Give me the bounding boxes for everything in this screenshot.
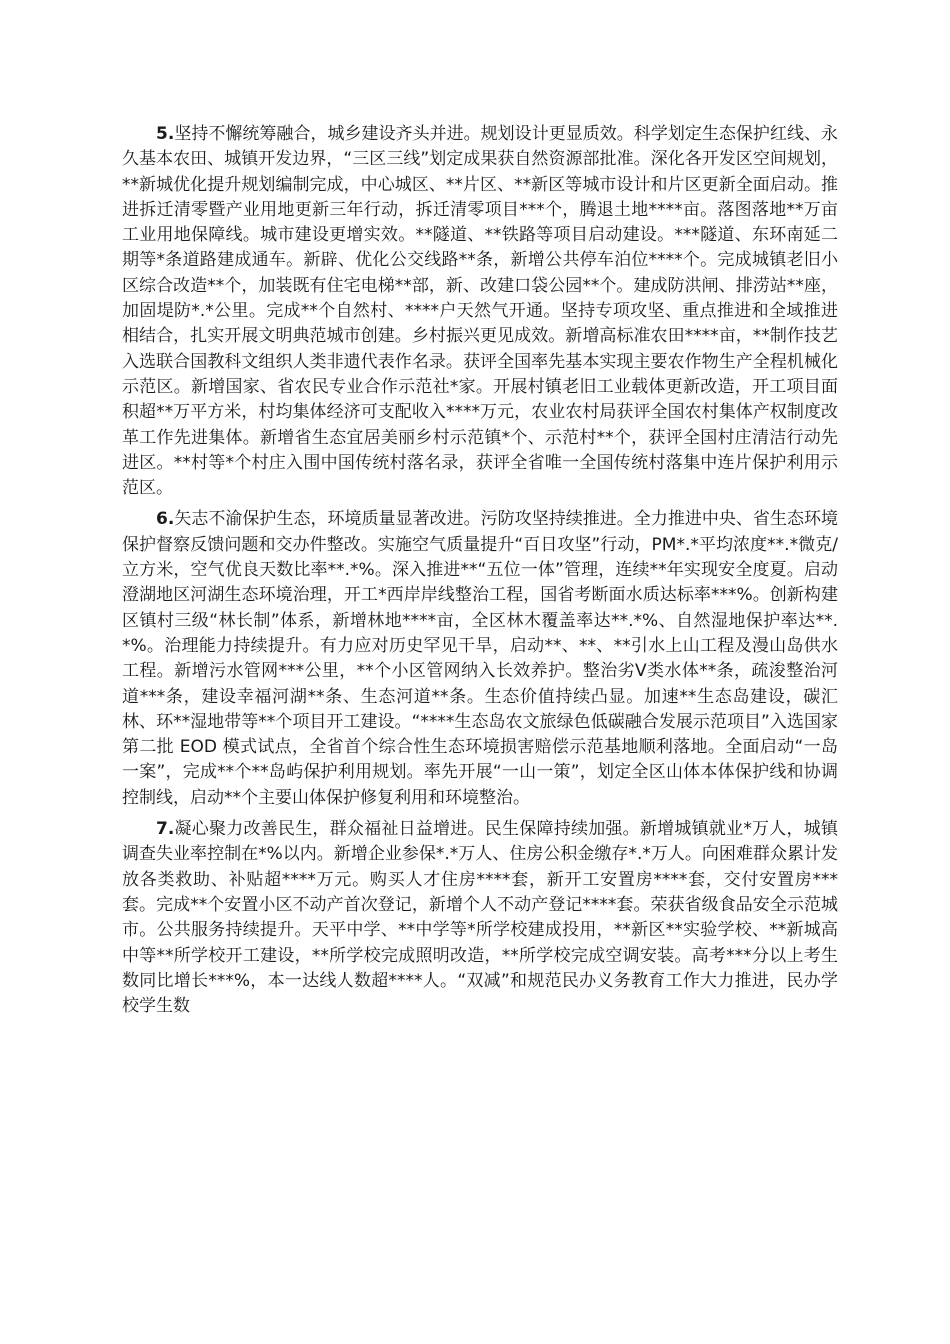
document-page (122, 122, 838, 1025)
paragraph-text: 矢志不渝保护生态，环境质量显著改进。污防攻坚持续推进。全力推进中央、省生态环境保护督察反馈问题和交办件整改。实施空气质量提升“百日攻坚”行动，PM*.*平均浓度**.*微克/立方米，空气优良天数比率**.*%。深入推进**“五位一体”管理，连续**年实现安全度夏。启动澄湖地区河湖生态环境治理，开工*西岸岸线整治工程，国省考断面水质达标率***%。创新构建区镇村三级“林长制”体系，新增林地****亩，全区林木覆盖率达**.*%、自然湿地保护率达**.*%。治理能力持续提升。有力应对历史罕见干旱，启动**、**、**引水上山工程及漫山岛供水工程。新增污水管网***公里，**个小区管网纳入长效养护。整治劣V类水体**条，疏浚整治河道***条，建设幸福河湖**条、生态河道**条。生态价值持续凸显。加速**生态岛建设，碳汇林、环**湿地带等**个项目开工建设。“****生态岛农文旅绿色低碳融合发展示范项目”入选国家第二批 EOD 模式试点，全省首个综合性生态环境损害赔偿示范基地顺利落地。全面启动“一岛一案”，完成**个**岛屿保护利用规划。率先开展“一山一策”，划定全区山体本体保护线和协调控制线，启动**个主要山体保护修复利用和环境整治。 (122, 509, 838, 808)
paragraph-number: 5. (156, 124, 175, 144)
paragraph-6 (122, 507, 838, 811)
paragraph-text: 坚持不懈统筹融合，城乡建设齐头并进。规划设计更显质效。科学划定生态保护红线、永久基本农田、城镇开发边界，“三区三线”划定成果获自然资源部批准。深化各开发区空间规划，**新城优化提升规划编制完成，中心城区、**片区、**新区等城市设计和片区更新全面启动。推进拆迁清零暨产业用地更新三年行动，拆迁清零项目***个，腾退土地****亩。落图落地**万亩工业用地保障线。城市建设更增实效。**隧道、**铁路等项目启动建设。***隧道、东环南延二期等*条道路建成通车。新辟、优化公交线路**条，新增公共停车泊位****个。完成城镇老旧小区综合改造**个，加装既有住宅电梯**部，新、改建口袋公园**个。建成防洪闸、排涝站**座，加固堤防*.*公里。完成**个自然村、****户天然气开通。坚持专项攻坚、重点推进和全域推进相结合，扎实开展文明典范城市创建。乡村振兴更见成效。新增高标准农田****亩，**制作技艺入选联合国教科文组织人类非遗代表作名录。获评全国率先基本实现主要农作物生产全程机械化示范区。新增国家、省农民专业合作示范社*家。开展村镇老旧工业载体更新改造，开工项目面积超**万平方米，村均集体经济可支配收入****万元，农业农村局获评全国农村集体产权制度改革工作先进集体。新增省生态宜居美丽乡村示范镇*个、示范村**个，获评全国村庄清洁行动先进区。**村等*个村庄入围中国传统村落名录，获评全省唯一全国传统村落集中连片保护利用示范区。 (122, 124, 838, 499)
paragraph-7 (122, 817, 838, 1019)
paragraph-number: 6. (156, 509, 175, 530)
paragraph-text: 凝心聚力改善民生，群众福祉日益增进。民生保障持续加强。新增城镇就业*万人，城镇调查失业率控制在*%以内。新增企业参保*.*万人、住房公积金缴存*.*万人。向困难群众累计发放各类救助、补贴超****万元。购买人才住房****套，新开工安置房****套，交付安置房***套。完成**个安置小区不动产首次登记，新增个人不动产登记****套。荣获省级食品安全示范城市。公共服务持续提升。天平中学、**中学等*所学校建成投用，**新区**实验学校、**新城高中等**所学校开工建设，**所学校完成照明改造，**所学校完成空调安装。高考***分以上考生数同比增长***%，本一达线人数超****人。“双减”和规范民办义务教育工作大力推进，民办学校学生数 (122, 819, 838, 1017)
paragraph-5 (122, 122, 838, 501)
paragraph-number: 7. (156, 819, 175, 840)
